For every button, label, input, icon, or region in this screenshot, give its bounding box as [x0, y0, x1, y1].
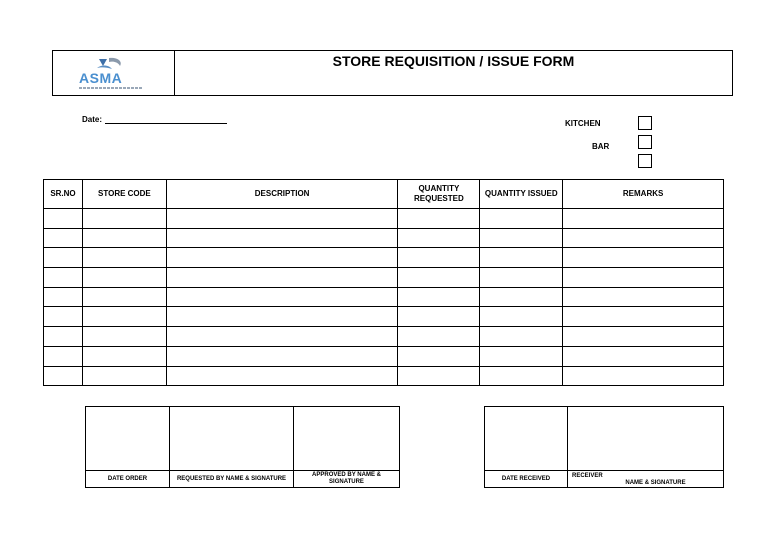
table-cell[interactable]: [166, 209, 398, 229]
table-cell[interactable]: [398, 327, 480, 347]
table-row: [44, 228, 724, 248]
table-cell[interactable]: [480, 307, 563, 327]
requested-by-label: REQUESTED BY NAME & SIGNATURE: [170, 470, 293, 487]
header-sr-no: SR.NO: [44, 180, 83, 209]
date-received-cell[interactable]: [485, 407, 568, 487]
header-remarks: REMARKS: [563, 180, 724, 209]
table-cell[interactable]: [82, 209, 166, 229]
table-cell[interactable]: [44, 248, 83, 268]
table-cell[interactable]: [44, 327, 83, 347]
table-row: [44, 327, 724, 347]
table-cell[interactable]: [82, 366, 166, 386]
receiver-cell[interactable]: [568, 407, 723, 487]
header-store-code: STORE CODE: [82, 180, 166, 209]
date-label: Date:: [82, 115, 103, 124]
approved-by-cell[interactable]: [294, 407, 399, 487]
table-cell[interactable]: [398, 268, 480, 288]
table-cell[interactable]: [563, 366, 724, 386]
form-title: STORE REQUISITION / ISSUE FORM: [332, 53, 575, 69]
table-cell[interactable]: [44, 346, 83, 366]
table-cell[interactable]: [44, 307, 83, 327]
table-cell[interactable]: [44, 228, 83, 248]
table-header-row: [44, 180, 724, 209]
header-quantity-issued: QUANTITY ISSUED: [480, 180, 563, 209]
form-header: [52, 50, 733, 96]
date-received-label: DATE RECEIVED: [485, 470, 567, 487]
table-cell[interactable]: [166, 346, 398, 366]
table-cell[interactable]: [82, 228, 166, 248]
header-description: DESCRIPTION: [166, 180, 398, 209]
receipt-signature-box: [484, 406, 724, 488]
table-cell[interactable]: [398, 287, 480, 307]
receiver-label-line1: RECEIVER: [572, 473, 603, 479]
table-cell[interactable]: [44, 209, 83, 229]
header-quantity-requested: QUANTITY REQUESTED: [398, 180, 480, 209]
table-cell[interactable]: [166, 268, 398, 288]
approved-by-label: APPROVED BY NAME & SIGNATURE: [294, 470, 399, 487]
table-cell[interactable]: [480, 327, 563, 347]
table-cell[interactable]: [82, 346, 166, 366]
table-cell[interactable]: [166, 307, 398, 327]
table-cell[interactable]: [82, 268, 166, 288]
table-row: [44, 287, 724, 307]
title-cell: [175, 51, 732, 95]
table-cell[interactable]: [398, 248, 480, 268]
table-cell[interactable]: [480, 346, 563, 366]
table-cell[interactable]: [82, 327, 166, 347]
table-row: [44, 346, 724, 366]
table-cell[interactable]: [398, 346, 480, 366]
table-cell[interactable]: [44, 287, 83, 307]
table-cell[interactable]: [563, 248, 724, 268]
table-row: [44, 248, 724, 268]
table-cell[interactable]: [44, 366, 83, 386]
items-table: [43, 179, 724, 386]
table-cell[interactable]: [480, 209, 563, 229]
bar-label: BAR: [592, 142, 610, 151]
receiver-label-line2: NAME & SIGNATURE: [625, 480, 686, 486]
date-field[interactable]: [82, 115, 227, 124]
table-cell[interactable]: [166, 366, 398, 386]
table-cell[interactable]: [563, 209, 724, 229]
table-row: [44, 209, 724, 229]
table-cell[interactable]: [563, 287, 724, 307]
table-row: [44, 307, 724, 327]
requested-by-cell[interactable]: [170, 407, 294, 487]
table-row: [44, 366, 724, 386]
logo: [53, 51, 175, 95]
order-signature-box: [85, 406, 400, 488]
kitchen-label: KITCHEN: [565, 119, 601, 128]
logo-tagline: [79, 87, 143, 89]
date-order-cell[interactable]: [86, 407, 170, 487]
bar-checkbox[interactable]: [638, 135, 652, 149]
kitchen-checkbox[interactable]: [638, 116, 652, 130]
table-cell[interactable]: [166, 248, 398, 268]
table-cell[interactable]: [398, 366, 480, 386]
date-order-label: DATE ORDER: [86, 470, 169, 487]
table-cell[interactable]: [398, 228, 480, 248]
table-cell[interactable]: [563, 327, 724, 347]
table-cell[interactable]: [82, 248, 166, 268]
table-cell[interactable]: [166, 327, 398, 347]
table-cell[interactable]: [480, 248, 563, 268]
logo-text: ASMA: [79, 70, 123, 86]
table-cell[interactable]: [480, 287, 563, 307]
table-cell[interactable]: [480, 366, 563, 386]
table-cell[interactable]: [480, 228, 563, 248]
table-cell[interactable]: [563, 307, 724, 327]
table-cell[interactable]: [398, 209, 480, 229]
table-cell[interactable]: [563, 268, 724, 288]
table-cell[interactable]: [166, 228, 398, 248]
table-row: [44, 268, 724, 288]
table-cell[interactable]: [82, 287, 166, 307]
date-input-line[interactable]: [105, 116, 227, 124]
table-cell[interactable]: [82, 307, 166, 327]
table-cell[interactable]: [563, 346, 724, 366]
blank-checkbox[interactable]: [638, 154, 652, 168]
table-cell[interactable]: [563, 228, 724, 248]
table-cell[interactable]: [480, 268, 563, 288]
receiver-label: [568, 470, 723, 487]
table-cell[interactable]: [398, 307, 480, 327]
table-cell[interactable]: [44, 268, 83, 288]
table-cell[interactable]: [166, 287, 398, 307]
